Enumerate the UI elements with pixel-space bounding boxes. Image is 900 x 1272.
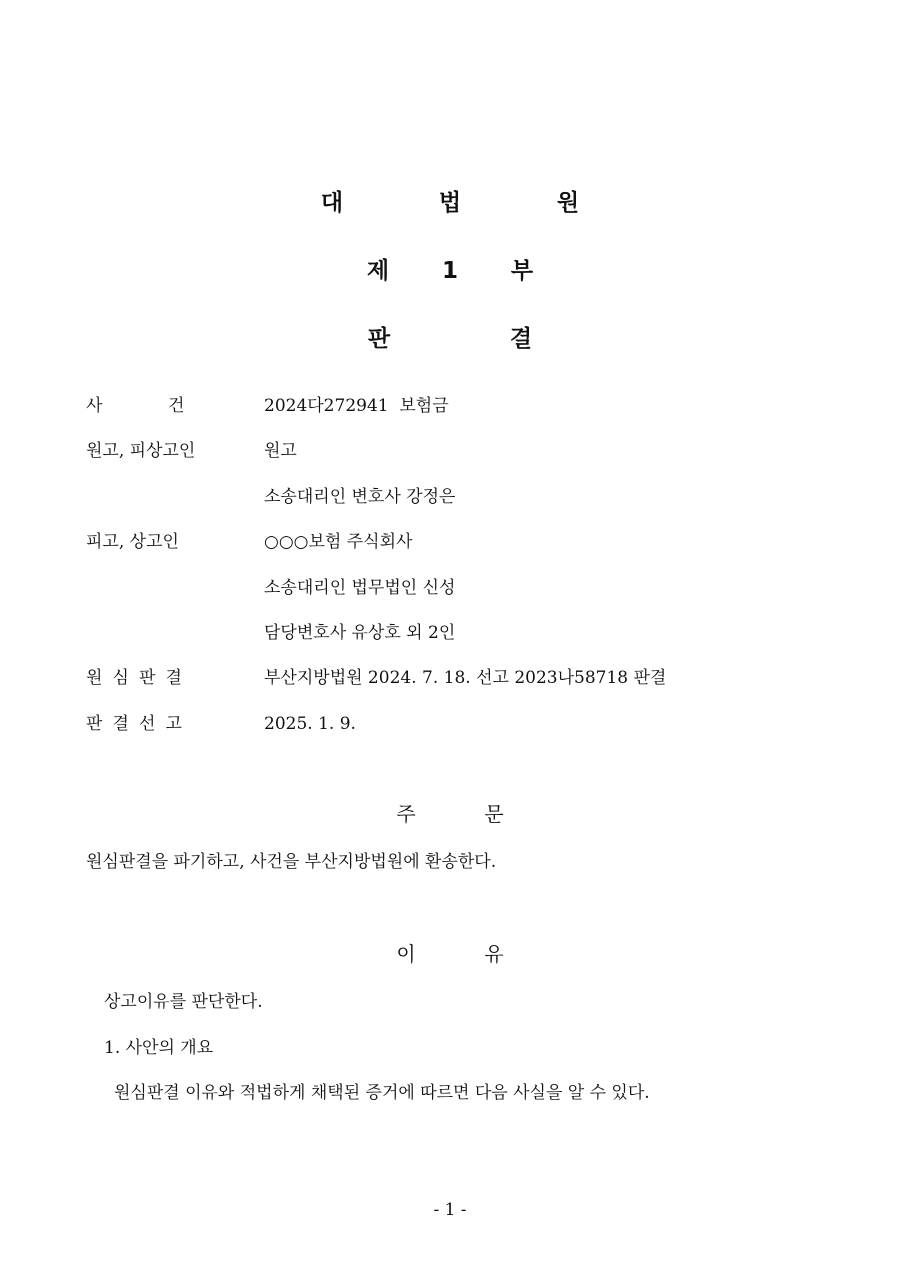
decision-date-label-char-3: 선: [139, 714, 156, 734]
lower-judgment-label: [86, 666, 182, 690]
court-char-2: 법: [438, 190, 462, 216]
order-heading-char-1: 주: [396, 802, 416, 826]
case-label-char-2: 건: [168, 396, 185, 416]
order-text: 원심판결을 파기하고, 사건을 부산지방법원에 환송한다.: [86, 852, 497, 872]
division-name: [0, 256, 900, 286]
lower-judgment-value: 부산지방법원 2024. 7. 18. 선고 2023나58718 판결: [264, 668, 667, 688]
plaintiff-representative: 소송대리인 변호사 강정은: [264, 487, 456, 507]
plaintiff-value: 원고: [264, 441, 297, 461]
order-heading-char-2: 문: [484, 802, 504, 826]
court-name: [0, 188, 900, 218]
lower-judgment-label-char-1: 원: [86, 668, 103, 688]
reasons-heading: [0, 941, 900, 967]
decision-date-label-char-2: 결: [112, 714, 129, 734]
order-heading: [0, 801, 900, 827]
court-char-3: 원: [556, 190, 580, 216]
document-type-char-2: 결: [509, 326, 533, 352]
section-1-title: 1. 사안의 개요: [104, 1038, 214, 1058]
document-type: [0, 324, 900, 354]
reasons-heading-char-2: 유: [484, 942, 504, 966]
lower-judgment-label-char-4: 결: [165, 668, 182, 688]
section-1-text: 원심판결 이유와 적법하게 채택된 증거에 따르면 다음 사실을 알 수 있다.: [114, 1083, 650, 1103]
case-number: 2024다272941 보험금: [264, 396, 449, 416]
decision-date-label-char-1: 판: [86, 714, 103, 734]
plaintiff-label: 원고, 피상고인: [86, 441, 196, 461]
decision-date-label: [86, 712, 182, 736]
division-char-3: 부: [510, 258, 534, 284]
defendant-value: ○○○보험 주식회사: [264, 532, 413, 552]
defendant-label: 피고, 상고인: [86, 532, 179, 552]
division-char-2: 1: [441, 258, 458, 284]
page-number: - 1 -: [433, 1200, 467, 1220]
reasons-heading-char-1: 이: [396, 942, 416, 966]
division-char-1: 제: [366, 258, 390, 284]
defendant-representative: 소송대리인 법무법인 신성: [264, 578, 456, 598]
decision-date-label-char-4: 고: [165, 714, 182, 734]
document-type-char-1: 판: [367, 326, 391, 352]
lower-judgment-label-char-3: 판: [139, 668, 156, 688]
decision-date-value: 2025. 1. 9.: [264, 714, 356, 734]
reasons-intro: 상고이유를 판단한다.: [104, 992, 263, 1012]
case-label: [86, 394, 196, 418]
case-label-char-1: 사: [86, 396, 103, 416]
lower-judgment-label-char-2: 심: [112, 668, 129, 688]
court-char-1: 대: [320, 190, 344, 216]
defendant-attorneys: 담당변호사 유상호 외 2인: [264, 623, 456, 643]
